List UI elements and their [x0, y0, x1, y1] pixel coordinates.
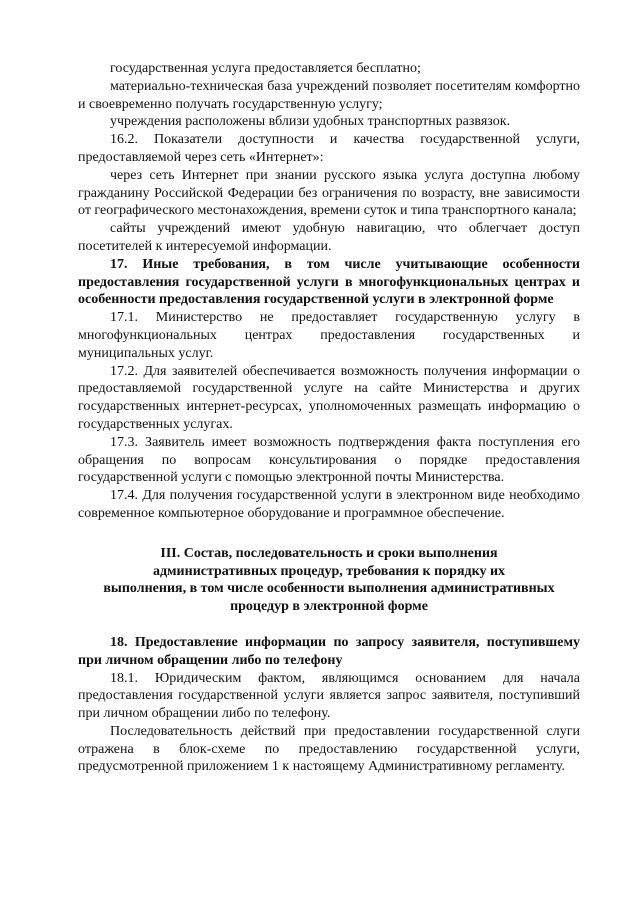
document-page [78, 60, 580, 776]
paragraph-17-2: 17.2. Для заявителей обеспечивается возможность получения информации о предоставляемой государственной услуге на сайте Министерства и других государственных интернет-ресурсах, уполномоченных размещать информацию о государственных услугах. [78, 363, 580, 432]
section-3-title-line-3: выполнения, в том числе особенности выполнения административных [103, 581, 555, 597]
paragraph-free-service: государственная услуга предоставляется бесплатно; [110, 61, 421, 76]
paragraph-navigation: сайты учреждений имеют удобную навигацию, что облегчает доступ посетителей к интересуемой информации. [78, 221, 580, 254]
section-3-title-line-4: процедур в электронной форме [230, 599, 428, 615]
paragraph-17-1: 17.1. Министерство не предоставляет государственную услугу в многофункциональных центрах предоставления государственных и муниципальных услуг. [78, 310, 580, 361]
paragraph-sequence: Последовательность действий при предоставлении государственной слуги отражена в блок-схеме по предоставлению государственной услуги, предусмотренной приложением 1 к настоящему Административному регламенту. [78, 723, 580, 775]
paragraph-16-2: 16.2. Показатели доступности и качества государственной услуги, предоставляемой через сеть «Интернет»: [78, 132, 580, 165]
heading-18: 18. Предоставление информации по запросу заявителя, поступившему при личном обращении либо по телефону [78, 634, 580, 668]
spacer [78, 616, 580, 634]
spacer [78, 523, 580, 545]
paragraph-material-base: материально-техническая база учреждений позволяет посетителям комфортно и своевременно получать государственную услугу; [78, 78, 580, 112]
paragraph-18-1: 18.1. Юридическим фактом, являющимся основанием для начала предоставления государственной услуги является запрос заявителя, поступивший при личном обращении либо по телефону. [78, 670, 580, 722]
heading-17: 17. Иные требования, в том числе учитывающие особенности предоставления государственной услуги в многофункциональных центрах и особенности предоставления государственной услуги в электронной форме [78, 256, 580, 308]
paragraph-17-4: 17.4. Для получения государственной услуги в электронном виде необходимо современное компьютерное оборудование и программное обеспечение. [78, 488, 580, 521]
paragraph-transport: учреждения расположены вблизи удобных транспортных развязок. [110, 114, 511, 130]
paragraph-internet-access: через сеть Интернет при знании русского языка услуга доступна любому гражданину Российской Федерации без ограничения по возрасту, вне зависимости от географического местонахождения, времени суток и типа транспортного канала; [78, 167, 580, 219]
section-3-title-line-2: административных процедур, требования к порядку их [152, 563, 506, 579]
paragraph-17-3: 17.3. Заявитель имеет возможность подтверждения факта поступления его обращения по вопросам консультирования о порядке предоставления государственной услуги с помощью электронной почты Министерства. [78, 434, 580, 486]
section-3-title-line-1: III. Состав, последовательность и сроки выполнения [160, 545, 498, 561]
